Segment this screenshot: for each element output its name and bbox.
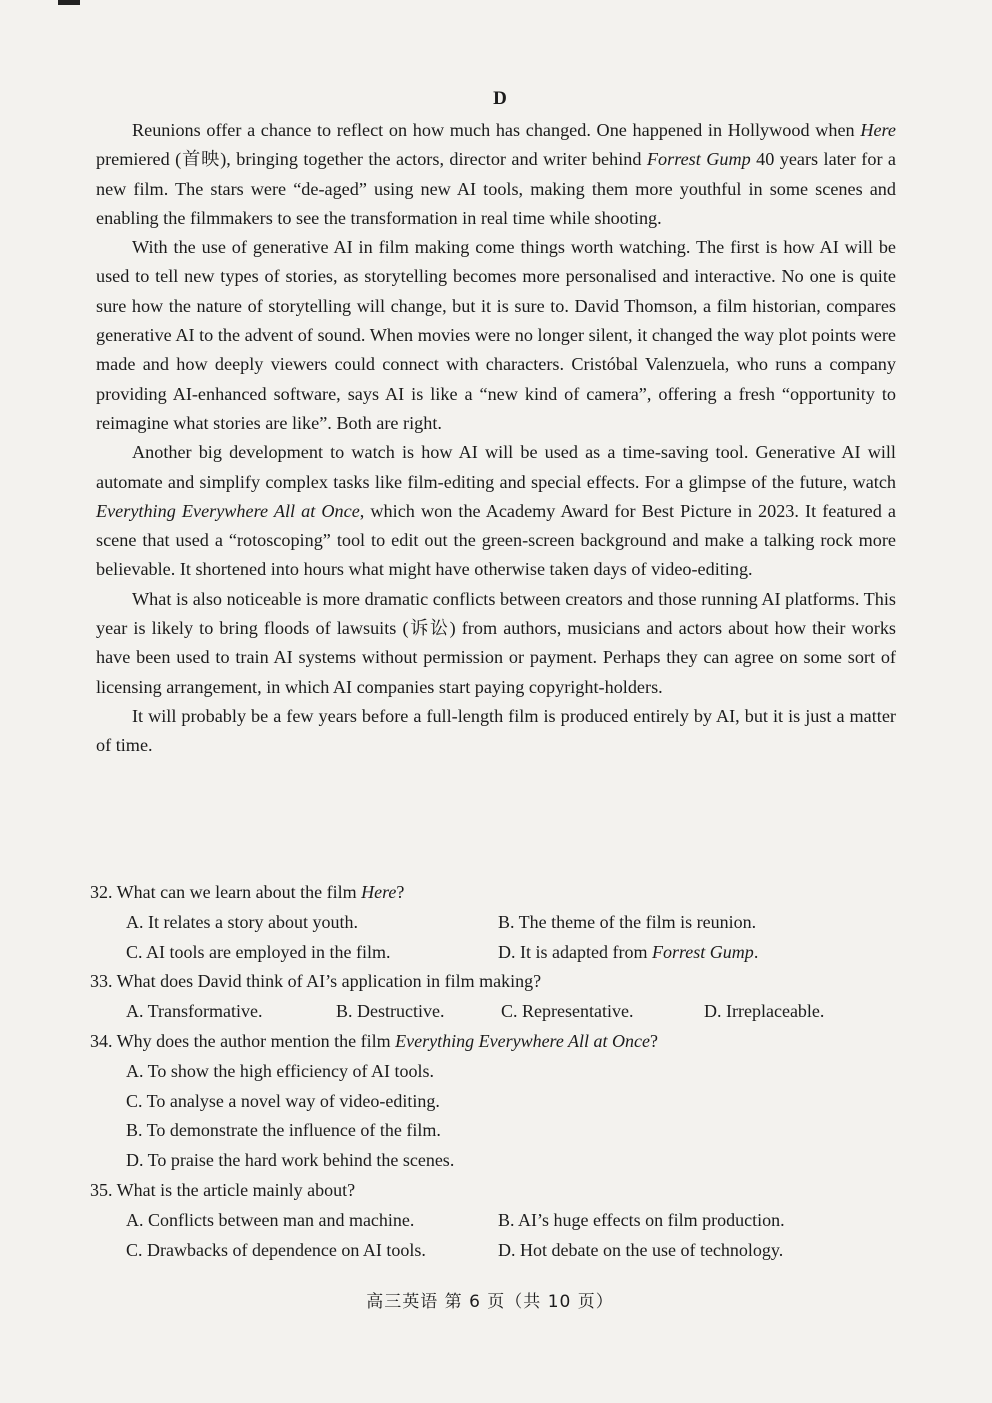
option-d: D. Hot debate on the use of technology.	[498, 1239, 784, 1260]
option-b: B. Destructive.	[336, 1001, 445, 1022]
option-b: B. The theme of the film is reunion.	[498, 911, 757, 932]
passage-paragraph-4: What is also noticeable is more dramatic conflicts between creators and those running AI platforms. This year is likely to bring floods of lawsuits (诉讼) from authors, musicians and actors about how their works have been used to train AI systems without permission or payment. Perhaps they can agree on some sort of licensing arrangement, in which AI companies start paying copyright-holders.	[96, 588, 896, 697]
option-a: A. It relates a story about youth.	[126, 911, 358, 932]
film-title-forrest-gump: Forrest Gump	[646, 149, 751, 170]
question-stem: 34. Why does the author mention the film Everything Everywhere All at Once?	[90, 1030, 659, 1051]
question-stem: 35. What is the article mainly about?	[90, 1179, 356, 1200]
answer-options	[90, 1206, 890, 1266]
option-b: B. AI’s huge effects on film production.	[498, 1209, 785, 1230]
film-title-everything-everywhere: Everything Everywhere All at Once	[96, 500, 360, 521]
passage-paragraph-2: With the use of generative AI in film making come things worth watching. The first is how AI will be used to tell new types of stories, as storytelling becomes more personalised and interactive. No one is quite sure how the nature of storytelling will change, but it is sure to. David Thomson, a film historian, compares generative AI to the advent of sound. When movies were no longer silent, it changed the way plot points were made and how deeply viewers could connect with characters. Cristóbal Valenzuela, who runs a company providing AI-enhanced software, says AI is like a “new kind of camera”, offering a fresh “opportunity to reimagine what stories are like”. Both are right.	[96, 237, 896, 433]
section-heading: D	[493, 88, 507, 109]
option-c: C. AI tools are employed in the film.	[126, 941, 391, 962]
question-list	[90, 878, 890, 1265]
answer-options	[90, 997, 890, 1027]
option-d: D. Irreplaceable.	[704, 1001, 825, 1022]
question-33	[90, 967, 890, 1027]
option-a: A. To show the high efficiency of AI tools.	[126, 1060, 435, 1081]
option-d: D. To praise the hard work behind the scenes.	[126, 1150, 455, 1171]
question-stem: 33. What does David think of AI’s application in film making?	[90, 971, 542, 992]
option-a: A. Transformative.	[126, 1001, 263, 1022]
answer-options	[90, 1057, 890, 1176]
question-34	[90, 1027, 890, 1176]
answer-options	[90, 908, 890, 968]
option-a: A. Conflicts between man and machine.	[126, 1209, 415, 1230]
option-c: C. To analyse a novel way of video-editing.	[126, 1090, 440, 1111]
option-b: B. To demonstrate the influence of the film.	[126, 1120, 441, 1141]
scan-corner-mark	[58, 0, 80, 5]
option-c: C. Representative.	[501, 1001, 634, 1022]
page-footer: 高三英语 第 6 页（共 10 页）	[366, 1292, 614, 1312]
passage-paragraph-1: Reunions offer a chance to reflect on how much has changed. One happened in Hollywood when Here premiered (首映), bringing together the actors, director and writer behind Forrest Gump 40 years later for a new film. The stars were “de-aged” using new AI tools, making them more youthful in some scenes and enabling the filmmakers to see the transformation in real time while shooting.	[96, 120, 897, 228]
question-35	[90, 1176, 890, 1265]
reading-passage	[96, 116, 896, 761]
question-stem: 32. What can we learn about the film Here?	[90, 882, 405, 902]
film-title-here: Here	[860, 120, 896, 140]
passage-paragraph-5: It will probably be a few years before a full-length film is produced entirely by AI, but it is just a matter of time.	[96, 705, 896, 756]
option-d: D. It is adapted from Forrest Gump.	[498, 941, 759, 962]
question-32	[90, 878, 890, 967]
option-c: C. Drawbacks of dependence on AI tools.	[126, 1239, 426, 1260]
passage-paragraph-3: Another big development to watch is how AI will be used as a time-saving tool. Generative AI will automate and simplify complex tasks like film-editing and special effects. For a glimpse of the future, watch Everything Everywhere All at Once, which won the Academy Award for Best Picture in 2023. It featured a scene that used a “rotoscoping” tool to edit out the green-screen background and make a talking rock more believable. It shortened into hours what might have otherwise taken days of video-editing.	[96, 442, 896, 580]
